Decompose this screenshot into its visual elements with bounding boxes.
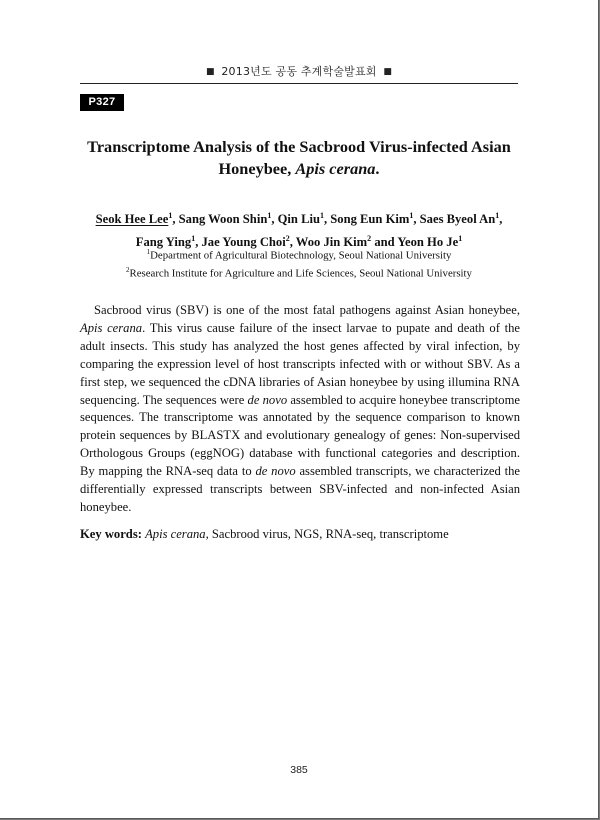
- author-affiliation-mark: 1: [319, 211, 324, 220]
- paper-title: [60, 136, 538, 180]
- author-name: Qin Liu: [277, 212, 320, 227]
- author-list: Seok Hee Lee$^1$, Sang Woon Shin$^1$, Qin Liu$^1$, Song Eun Kim$^1$, Saes Byeol An$^1$, Fang Ying$^1$, Jae Young Choi$^2$, Woo Jin Kim$^2$ and Yeon Ho Je$^1$: [95, 211, 503, 250]
- conference-name: 2013년도 공동 추계학술발표회: [221, 65, 377, 78]
- author-name: Song Eun Kim: [330, 212, 410, 227]
- author-name: Fang Ying: [135, 235, 192, 250]
- author-affiliation-mark: 1: [267, 211, 272, 220]
- title-line-1: Transcriptome Analysis of the Sacbrood Virus-infected Asian: [87, 137, 511, 156]
- abstract-text: assembled to acquire honeybee transcriptome sequences. The transcriptome was annotated by the sequence comparison to known protein sequences by BLASTX and evolutionary genealogy of genes: Non-supervised Orthologous Groups (eggNOG) database with functional categories and description. By mapping the RNA-seq data to: [80, 392, 520, 479]
- page-number: 385: [290, 764, 308, 776]
- keywords-italic: Apis cerana,: [145, 527, 209, 541]
- abstract-paragraph: [80, 302, 520, 517]
- abstract-text: . This virus cause failure of the insect larvae to pupate and death of the adult insects. This study has analyzed the host genes affected by viral infection, by comparing the expression level of host transcripts infected with or without SBV. As a first step, we sequenced the cDNA libraries of Asian honeybee by using illumina RNA sequencing. The sequences were: [80, 320, 520, 407]
- author-affiliation-mark: 1: [191, 234, 196, 244]
- title-line-2-prefix: Honeybee,: [218, 159, 296, 178]
- author-name: Yeon Ho Je: [397, 235, 459, 250]
- title-species: Apis cerana: [295, 159, 376, 178]
- author-name: Jae Young Choi: [201, 235, 286, 250]
- author-affiliation-mark: 1: [458, 234, 463, 244]
- author-affiliation-mark: 2: [285, 234, 290, 244]
- affiliation-number: 1: [146, 248, 151, 256]
- author-affiliation-mark: 1: [495, 211, 500, 220]
- header-marker-left: ■: [205, 67, 215, 77]
- poster-id-badge: P327: [80, 94, 124, 111]
- abstract-italic: Apis cerana: [80, 320, 143, 335]
- title-line-2-suffix: .: [375, 159, 380, 178]
- affiliation-list: [70, 245, 528, 281]
- affiliation-number: 2: [126, 266, 130, 275]
- author-name: Seok Hee Lee: [95, 212, 169, 227]
- affiliation-text: Research Institute for Agriculture and Life Sciences, Seoul National University: [129, 267, 472, 280]
- abstract-text: assembled transcripts, we characterized the differentially expressed transcripts between SBV-infected and non-infected Asian honeybee.: [80, 464, 521, 514]
- author-affiliation-mark: 1: [168, 211, 173, 220]
- header-rule: [80, 83, 518, 84]
- keywords-line: [80, 526, 530, 544]
- conference-header: [0, 63, 598, 79]
- author-name: Sang Woon Shin: [178, 212, 268, 227]
- abstract-italic: de novo: [247, 392, 288, 407]
- keywords-text: Sacbrood virus, NGS, RNA-seq, transcriptome: [208, 527, 449, 541]
- keywords-label: Key words:: [80, 527, 142, 541]
- author-name: Woo Jin Kim: [295, 235, 368, 250]
- abstract-text: Sacbrood virus (SBV) is one of the most fatal pathogens against Asian honeybee,: [94, 303, 520, 317]
- affiliation-text: Department of Agricultural Biotechnology, Seoul National University: [150, 249, 452, 262]
- author-affiliation-mark: 1: [409, 211, 414, 220]
- abstract-italic: de novo: [255, 464, 296, 479]
- author-name: Saes Byeol An: [419, 212, 496, 227]
- header-marker-right: ■: [383, 67, 393, 77]
- author-affiliation-mark: 2: [367, 234, 372, 244]
